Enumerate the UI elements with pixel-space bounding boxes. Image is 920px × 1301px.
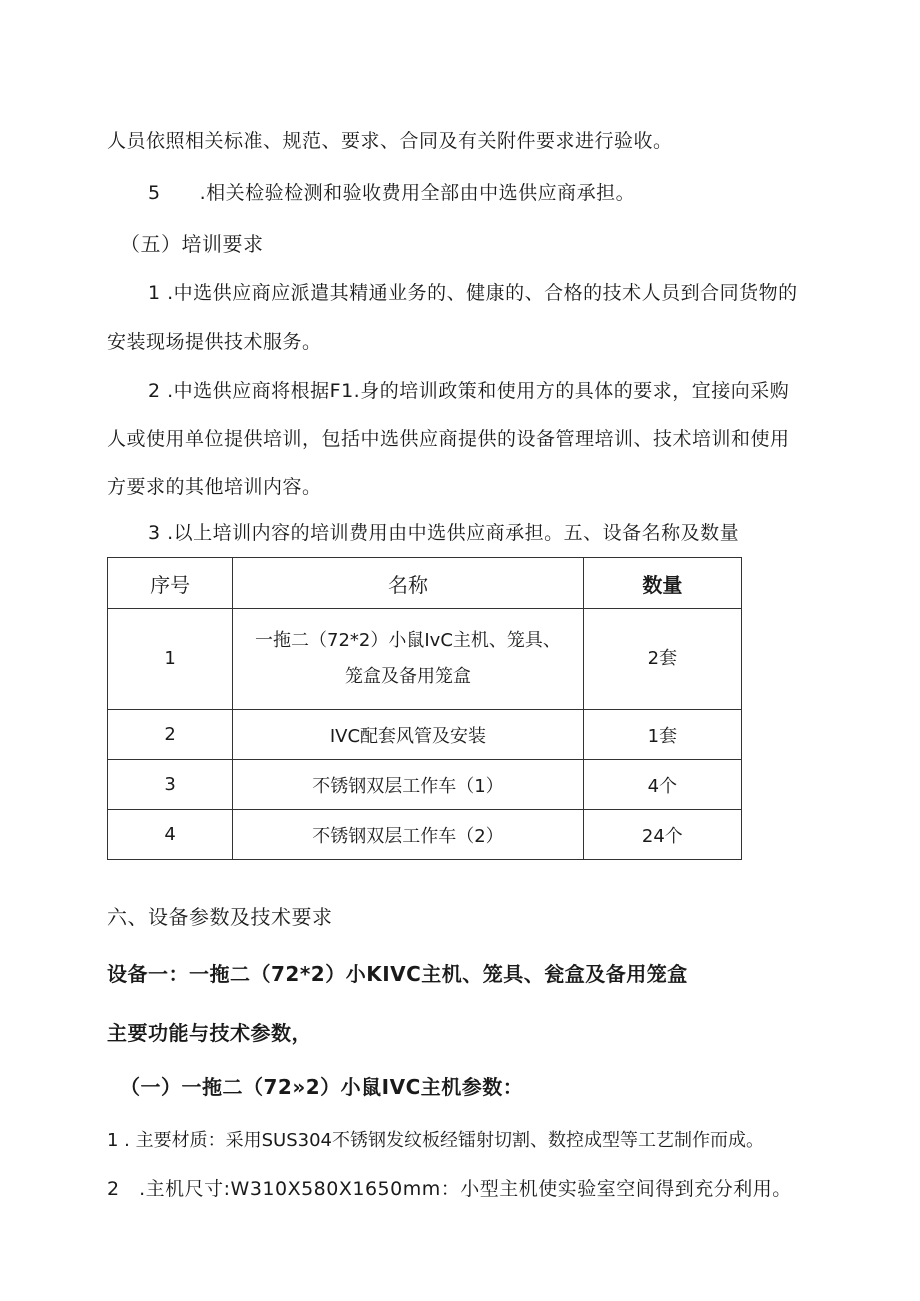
header-qty: 数量	[583, 558, 741, 609]
paragraph-training-3: 3 .以上培训内容的培训费用由中选供应商承担。五、设备名称及数量	[148, 522, 740, 544]
header-name: 名称	[233, 558, 584, 609]
cell-qty: 4个	[583, 760, 741, 810]
equipment-1-title: 设备一：一拖二（72*2）小KIVC主机、笼具、瓮盒及备用笼盒	[107, 962, 688, 986]
table-row	[108, 760, 742, 810]
table-row	[108, 810, 742, 860]
paragraph-training-2a: 2 .中选供应商将根据F1.身的培训政策和使用方的具体的要求，宜接向采购	[148, 380, 790, 402]
header-no: 序号	[108, 558, 233, 609]
cell-name: 不锈钢双层工作车（2）	[233, 810, 584, 860]
paragraph-training-1a: 1 .中选供应商应派遣其精通业务的、健康的、合格的技术人员到合同货物的	[148, 282, 798, 304]
cell-name	[233, 609, 584, 710]
cell-name-line1: 一拖二（72*2）小鼠IvC主机、笼具、	[255, 630, 561, 651]
paragraph-training-2b: 人或使用单位提供培训，包括中选供应商提供的设备管理培训、技术培训和使用	[107, 428, 790, 450]
paragraph-training-2c: 方要求的其他培训内容。	[107, 476, 322, 498]
cell-no: 3	[108, 760, 233, 810]
table-header-row	[108, 558, 742, 609]
cell-name: 不锈钢双层工作车（1）	[233, 760, 584, 810]
spec-item-1: 1 . 主要材质：采用SUS304不锈钢发纹板经镭射切割、数控成型等工艺制作而成。	[107, 1130, 764, 1151]
paragraph-item-5: 5 .相关检验检测和验收费用全部由中选供应商承担。	[148, 182, 636, 204]
cell-name: IVC配套风管及安装	[233, 710, 584, 760]
table-row	[108, 710, 742, 760]
cell-qty: 24个	[583, 810, 741, 860]
heading-training: （五）培训要求	[120, 232, 264, 256]
cell-name-line2: 笼盒及备用笼盒	[344, 666, 471, 687]
main-functions-heading: 主要功能与技术参数，	[107, 1021, 312, 1045]
cell-qty: 1套	[583, 710, 741, 760]
spec-item-2: 2 .主机尺寸:W310X580X1650mm：小型主机使实验室空间得到充分利用。	[107, 1178, 792, 1200]
cell-no: 4	[108, 810, 233, 860]
cell-no: 1	[108, 609, 233, 710]
subsection-1-heading: （一）一拖二（72»2）小鼠IVC主机参数：	[120, 1075, 524, 1099]
table-row	[108, 609, 742, 710]
equipment-table	[107, 557, 742, 860]
cell-no: 2	[108, 710, 233, 760]
section-6-title: 六、设备参数及技术要求	[107, 905, 333, 929]
cell-qty: 2套	[583, 609, 741, 710]
paragraph-acceptance-cont: 人员依照相关标准、规范、要求、合同及有关附件要求进行验收。	[107, 130, 673, 152]
paragraph-training-1b: 安装现场提供技术服务。	[107, 331, 322, 353]
